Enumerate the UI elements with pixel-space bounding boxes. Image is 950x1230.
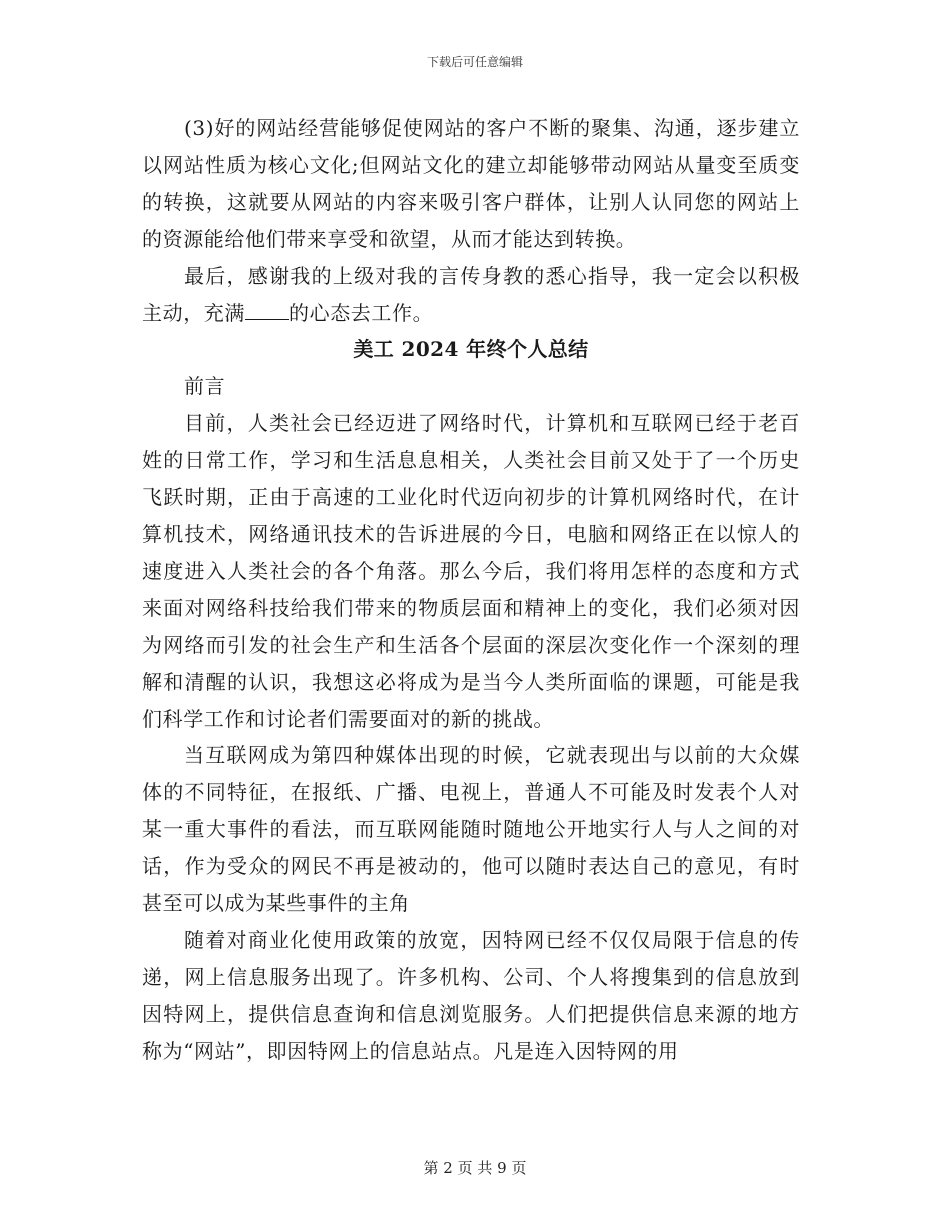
document-body: [142, 110, 800, 1070]
section-title: 美工 2024 年终个人总结: [353, 337, 589, 362]
page-header: 下载后可任意编辑: [426, 55, 523, 69]
paragraph-thanks: [142, 258, 800, 332]
page-footer: 第 2 页 共 9 页: [423, 1159, 527, 1177]
paragraph-fourth-media: 当互联网成为第四种媒体出现的时候，它就表现出与以前的大众媒体的不同特征，在报纸、广播、电视上，普通人不可能及时发表个人对某一重大事件的看法，而互联网能随时随地公开地实行人与人之间的对话，作为受众的网民不再是被动的，他可以随时表达自己的意见，有时甚至可以成为某些事件的主角: [142, 743, 800, 916]
blank-line: [245, 301, 289, 320]
paragraph-website-culture: (3)好的网站经营能够促使网站的客户不断的聚集、沟通，逐步建立以网站性质为核心文化;但网站文化的建立却能够带动网站从量变至质变的转换，这就要从网站的内容来吸引客户群体，让别人认同您的网站上的资源能给他们带来享受和欲望，从而才能达到转换。: [142, 116, 800, 251]
thanks-text-start: 最后，感谢我的上级对我的言传身教的悉心指导，我一定会以积极主动，充满: [142, 263, 800, 325]
thanks-text-end: 的心态去工作。: [289, 300, 434, 325]
paragraph-network-era: 目前，人类社会已经迈进了网络时代，计算机和互联网已经于老百姓的日常工作，学习和生活息息相关，人类社会目前又处于了一个历史飞跃时期，正由于高速的工业化时代迈向初步的计算机网络时代，在计算机技术，网络通讯技术的告诉进展的今日，电脑和网络正在以惊人的速度进入人类社会的各个角落。那么今后，我们将用怎样的态度和方式来面对网络科技给我们带来的物质层面和精神上的变化，我们必须对因为网络而引发的社会生产和生活各个层面的深层次变化作一个深刻的理解和清醒的认识，我想这必将成为是当今人类所面临的课题，可能是我们科学工作和讨论者们需要面对的新的挑战。: [142, 411, 800, 731]
paragraph-website-definition: 随着对商业化使用政策的放宽，因特网已经不仅仅局限于信息的传递，网上信息服务出现了。许多机构、公司、个人将搜集到的信息放到因特网上，提供信息查询和信息浏览服务。人们把提供信息来源的地方称为“网站”，即因特网上的信息站点。凡是连入因特网的用: [142, 927, 800, 1063]
preface-label: 前言: [184, 374, 226, 399]
